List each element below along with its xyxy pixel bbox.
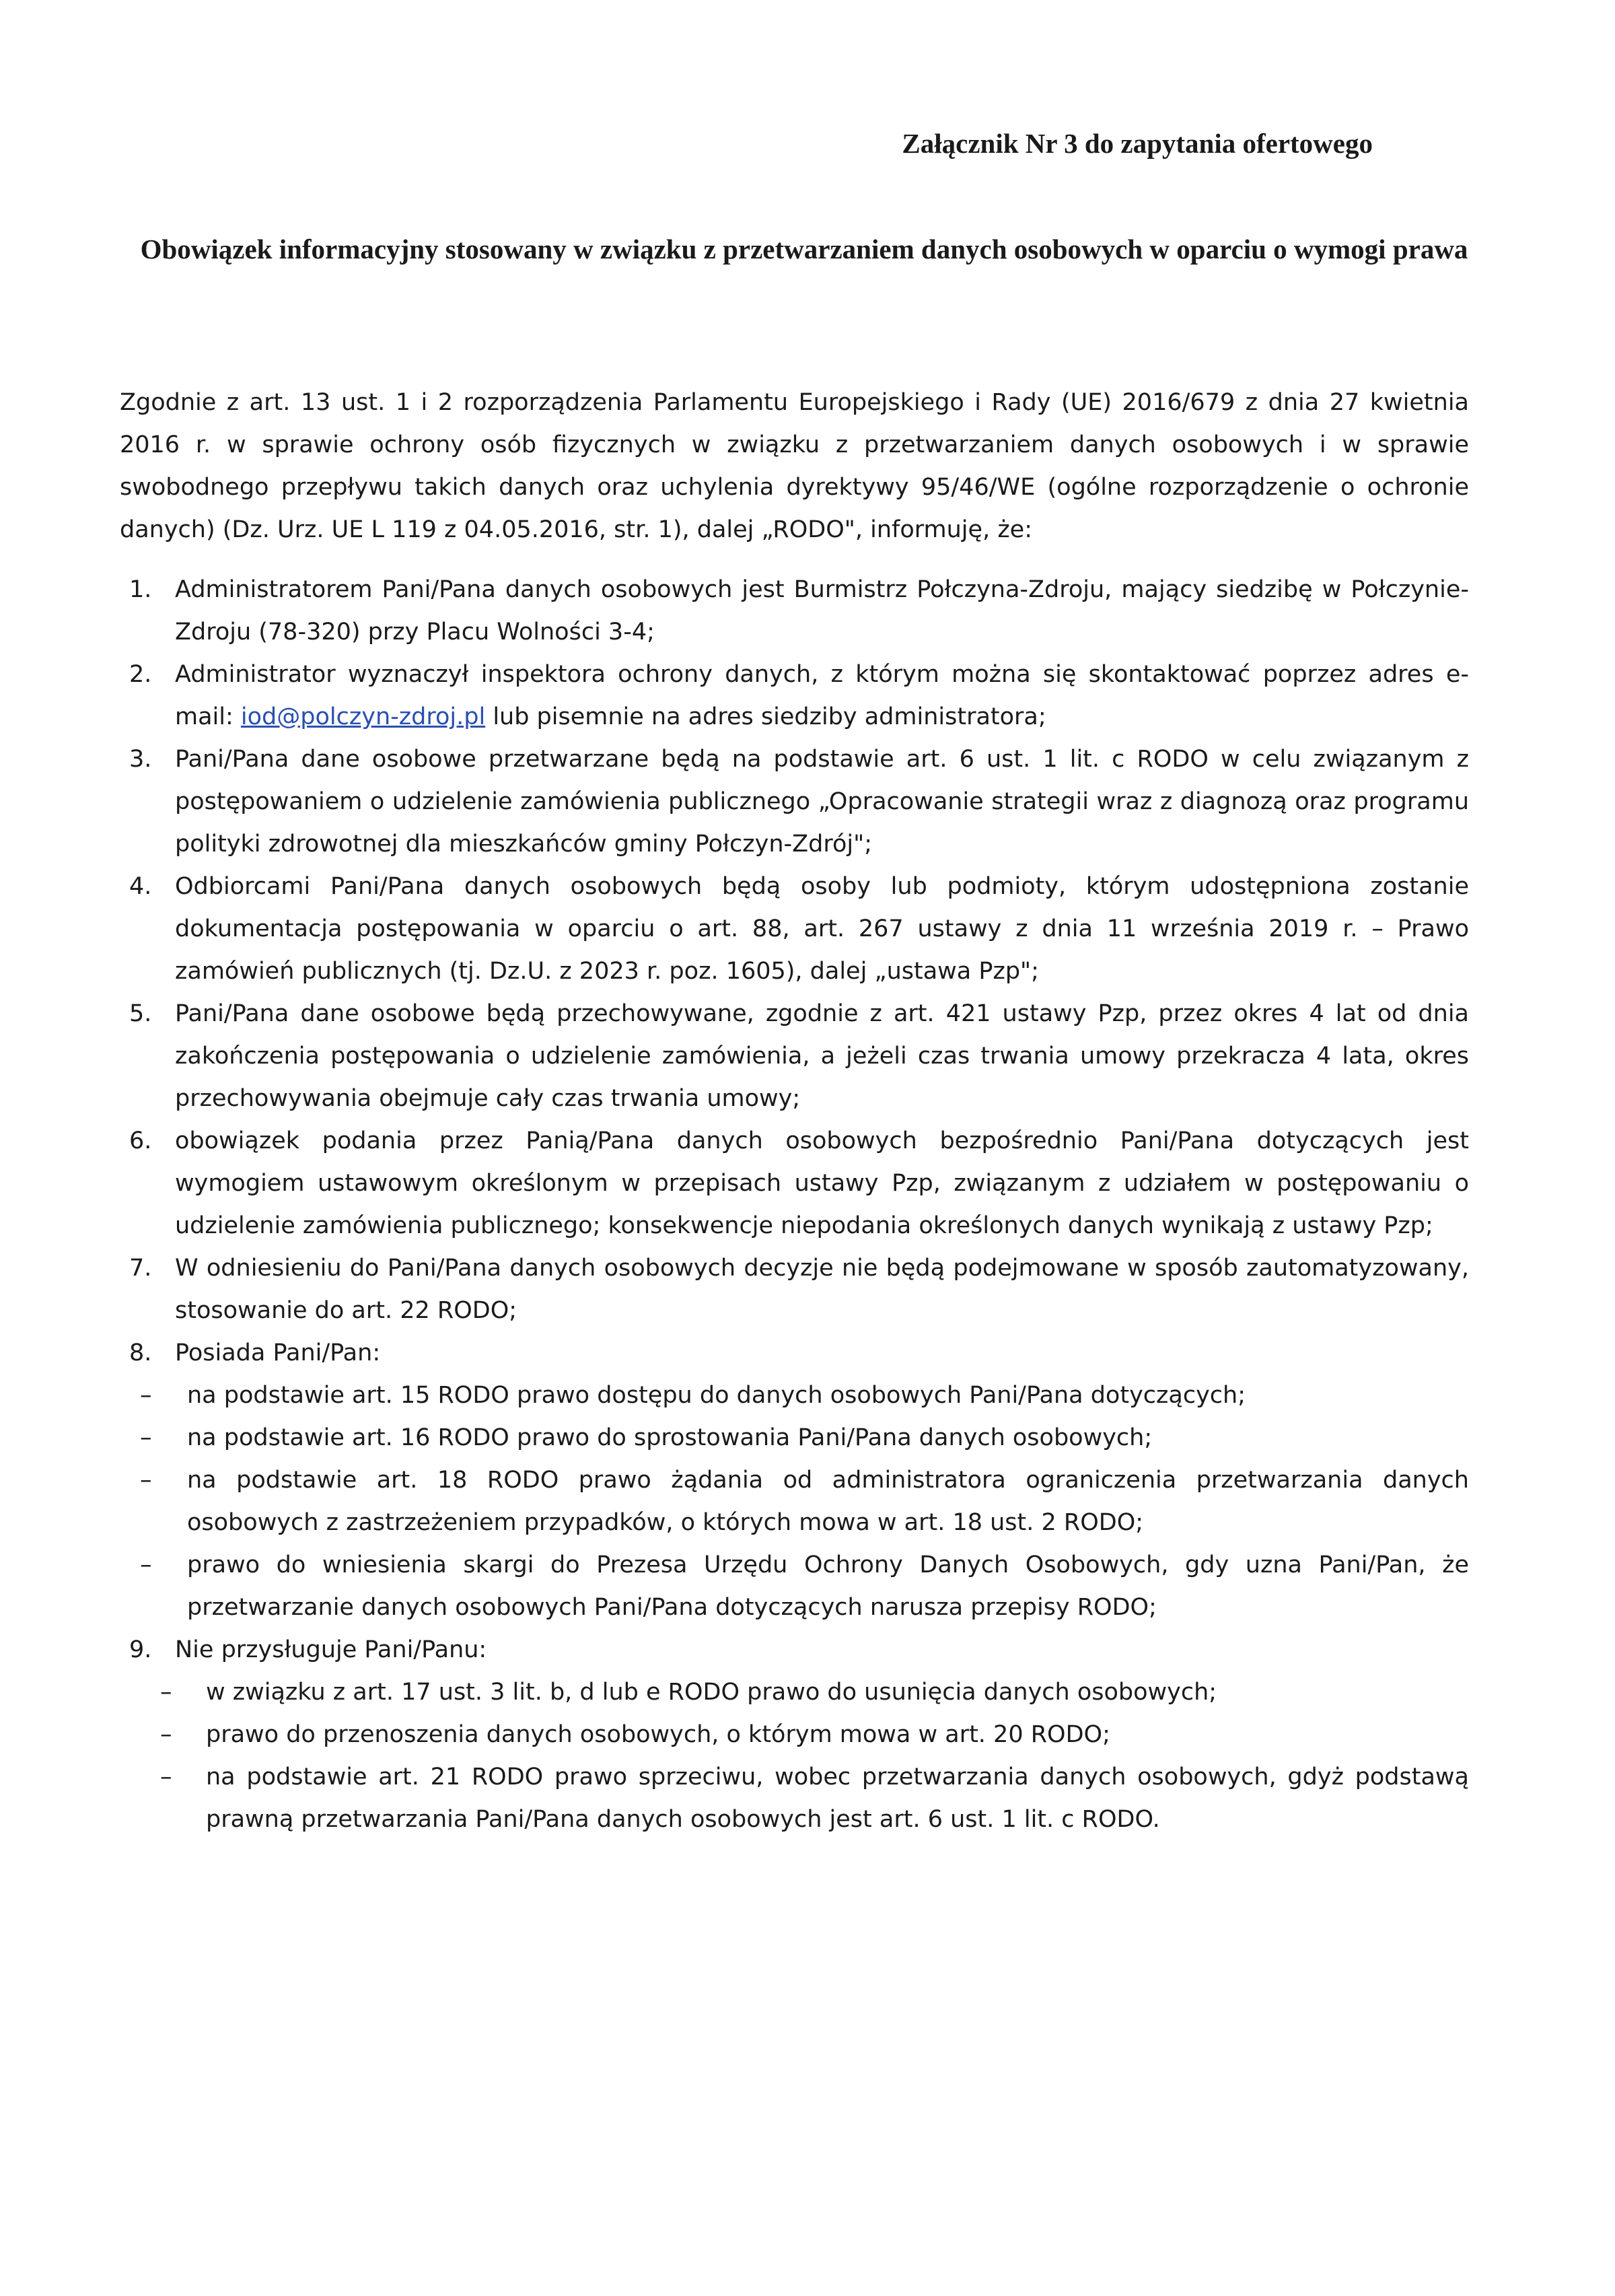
sub-item (120, 1375, 1469, 1417)
list-item-text-before: Administrator wyznaczył inspektora ochrony danych, z którym można się skontaktować poprzez adres e-mail: (175, 661, 1469, 730)
sub-item-text: na podstawie art. 15 RODO prawo dostępu do danych osobowych Pani/Pana dotyczących; (187, 1382, 1246, 1409)
list-item-6 (120, 1120, 1469, 1247)
list-item-text: Administratorem Pani/Pana danych osobowych jest Burmistrz Połczyna-Zdroju, mający siedzibę w Połczynie-Zdroju (78-320) przy Placu Wolności 3-4; (175, 576, 1469, 646)
list-item-text: Pani/Pana dane osobowe przetwarzane będą na podstawie art. 6 ust. 1 lit. c RODO w celu związanym z postępowaniem o udzielenie zamówienia publicznego „Opracowanie strategii wraz z diagnozą oraz programu polityki zdrowotnej dla mieszkańców gminy Połczyn-Zdrój"; (175, 746, 1469, 858)
sub-item (120, 1756, 1469, 1841)
information-list (120, 569, 1469, 1841)
list-item-3 (120, 738, 1469, 866)
sub-item-text: w związku z art. 17 ust. 3 lit. b, d lub e RODO prawo do usunięcia danych osobowych; (206, 1679, 1217, 1706)
list-item-text: Nie przysługuje Pani/Panu: (175, 1636, 487, 1663)
intro-paragraph: Zgodnie z art. 13 ust. 1 i 2 rozporządzenia Parlamentu Europejskiego i Rady (UE) 2016/679 z dnia 27 kwietnia 2016 r. w sprawie ochrony osób fizycznych w związku z przetwarzaniem danych osobowych i w sprawie swobodnego przepływu takich danych oraz uchylenia dyrektywy 95/46/WE (ogólne rozporządzenie o ochronie danych) (Dz. Urz. UE L 119 z 04.05.2016, str. 1), dalej „RODO", informuję, że: (120, 389, 1469, 543)
list-item-text: W odniesieniu do Pani/Pana danych osobowych decyzje nie będą podejmowane w sposób zautomatyzowany, stosowanie do art. 22 RODO; (175, 1255, 1469, 1324)
sub-item (120, 1671, 1469, 1714)
dash-bullet: – (160, 1764, 172, 1790)
list-item-4 (120, 866, 1469, 993)
list-number: 2. (129, 661, 152, 688)
sub-item (120, 1459, 1469, 1544)
list-item-text (175, 654, 1469, 738)
sub-item (120, 1714, 1469, 1756)
list-item-text: Posiada Pani/Pan: (175, 1340, 381, 1366)
sub-item-text: na podstawie art. 21 RODO prawo sprzeciwu, wobec przetwarzania danych osobowych, gdyż podstawą prawną przetwarzania Pani/Pana danych osobowych jest art. 6 ust. 1 lit. c RODO. (206, 1764, 1469, 1833)
list-item-2 (120, 654, 1469, 738)
dash-bullet: – (160, 1721, 172, 1748)
dash-bullet: – (140, 1382, 152, 1409)
list-number: 5. (129, 1000, 152, 1027)
list-number: 4. (129, 873, 152, 900)
list-number: 6. (129, 1127, 152, 1154)
list-item-text: Odbiorcami Pani/Pana danych osobowych będą osoby lub podmioty, którym udostępniona zostanie dokumentacja postępowania w oparciu o art. 88, art. 267 ustawy z dnia 11 września 2019 r. – Prawo zamówień publicznych (tj. Dz.U. z 2023 r. poz. 1605), dalej „ustawa Pzp"; (175, 873, 1469, 985)
list-number: 1. (129, 576, 152, 603)
sub-item (120, 1417, 1469, 1459)
list-number: 9. (129, 1636, 152, 1663)
list-item-text-after: lub pisemnie na adres siedziby administratora; (485, 703, 1046, 730)
sub-item (120, 1544, 1469, 1629)
list-item-text: obowiązek podania przez Panią/Pana danych osobowych bezpośrednio Pani/Pana dotyczących jest wymogiem ustawowym określonym w przepisach ustawy Pzp, związanym z udziałem w postępowaniu o udzielenie zamówienia publicznego; konsekwencje niepodania określonych danych wynikają z ustawy Pzp; (175, 1127, 1469, 1239)
email-link[interactable]: iod@polczyn-zdroj.pl (240, 703, 486, 730)
list-item-text: Pani/Pana dane osobowe będą przechowywane, zgodnie z art. 421 ustawy Pzp, przez okres 4 lat od dnia zakończenia postępowania o udzielenie zamówienia, a jeżeli czas trwania umowy przekracza 4 lata, okres przechowywania obejmuje cały czas trwania umowy; (175, 1000, 1469, 1112)
sub-item-text: prawo do przenoszenia danych osobowych, o którym mowa w art. 20 RODO; (206, 1721, 1110, 1748)
list-item-9 (120, 1629, 1469, 1671)
list-item-5 (120, 993, 1469, 1120)
dash-bullet: – (140, 1424, 152, 1451)
dash-bullet: – (160, 1679, 172, 1706)
dash-bullet: – (140, 1467, 152, 1494)
list-item-1 (120, 569, 1469, 654)
annex-title: Załącznik Nr 3 do zapytania ofertowego (902, 128, 1373, 159)
sub-item-text: na podstawie art. 18 RODO prawo żądania od administratora ograniczenia przetwarzania danych osobowych z zastrzeżeniem przypadków, o których mowa w art. 18 ust. 2 RODO; (187, 1467, 1469, 1536)
document-heading: Obowiązek informacyjny stosowany w związku z przetwarzaniem danych osobowych w oparciu o wymogi prawa (140, 234, 1468, 265)
list-item-7 (120, 1247, 1469, 1332)
sub-item-text: na podstawie art. 16 RODO prawo do sprostowania Pani/Pana danych osobowych; (187, 1424, 1153, 1451)
list-number: 8. (129, 1340, 152, 1366)
dash-bullet: – (140, 1552, 152, 1578)
list-number: 7. (129, 1255, 152, 1282)
list-item-8 (120, 1332, 1469, 1375)
sub-item-text: prawo do wniesienia skargi do Prezesa Urzędu Ochrony Danych Osobowych, gdy uzna Pani/Pan, że przetwarzanie danych osobowych Pani/Pana dotyczących narusza przepisy RODO; (187, 1552, 1469, 1621)
list-number: 3. (129, 746, 152, 773)
